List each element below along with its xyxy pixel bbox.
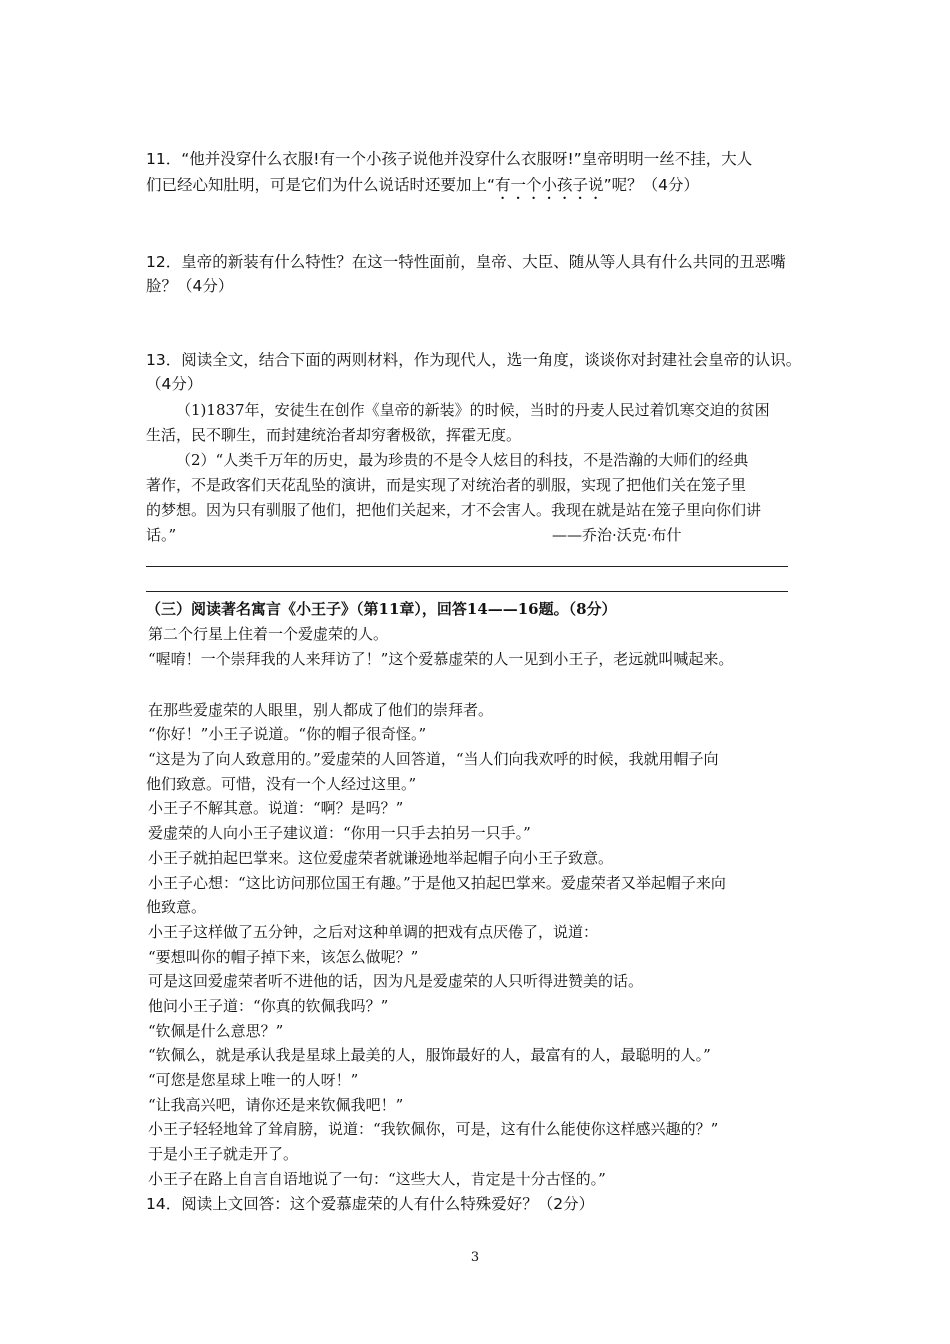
q12-line-1: 12．皇帝的新装有什么特性？在这一特性面前，皇帝、大臣、随从等人具有什么共同的丑恶嘴	[146, 253, 786, 271]
section-3-heading: （三）阅读著名寓言《小王子》（第11章），回答14——16题。（8分）	[146, 600, 617, 618]
q13-material-2-line-3: 的梦想。因为只有驯服了他们，把他们关起来，才不会害人。我现在就是站在笼子里向你们讲	[146, 501, 762, 519]
passage-line: 爱虚荣的人向小王子建议道：“你用一只手去拍另一只手。”	[148, 824, 531, 842]
q11-emphasized-phrase: 有一个小孩子说	[495, 176, 604, 194]
q13-material-1-line-2: 生活，民不聊生，而封建统治者却穷奢极欲，挥霍无度。	[146, 426, 522, 444]
passage-line: “钦佩是什么意思？”	[148, 1022, 284, 1040]
passage-line: “让我高兴吧，请你还是来钦佩我吧！”	[148, 1096, 404, 1114]
passage-line: 他们致意。可惜，没有一个人经过这里。”	[146, 775, 417, 793]
q13-material-2-line-4: 话。”	[146, 526, 177, 544]
answer-rule-2	[146, 591, 788, 592]
passage-line: “钦佩么，就是承认我是星球上最美的人，服饰最好的人，最富有的人，最聪明的人。”	[148, 1046, 711, 1064]
q14-line-1: 14．阅读上文回答：这个爱慕虚荣的人有什么特殊爱好？（2分）	[146, 1195, 595, 1213]
q12-line-2: 脸？（4分）	[146, 277, 234, 295]
passage-line: 小王子这样做了五分钟，之后对这种单调的把戏有点厌倦了，说道：	[148, 923, 599, 941]
passage-line: 小王子就拍起巴掌来。这位爱虚荣者就谦逊地举起帽子向小王子致意。	[148, 849, 614, 867]
passage-line: 于是小王子就走开了。	[148, 1145, 299, 1163]
passage-line: 第二个行星上住着一个爱虚荣的人。	[148, 625, 389, 643]
q11-line-1: 11．“他并没穿什么衣服!有一个小孩子说他并没穿什么衣服呀!”皇帝明明一丝不挂，大人	[146, 150, 753, 168]
passage-line: 小王子在路上自言自语地说了一句：“这些大人，肯定是十分古怪的。”	[148, 1170, 606, 1188]
passage-line: “喔唷！一个崇拜我的人来拜访了！”这个爱慕虚荣的人一见到小王子，老远就叫喊起来。	[148, 650, 734, 668]
passage-line: 小王子不解其意。说道：“啊？是吗？”	[148, 799, 404, 817]
q13-material-1-line-1: （1)1837年，安徒生在创作《皇帝的新装》的时候，当时的丹麦人民过着饥寒交迫的贫困	[176, 401, 770, 419]
passage-line: “要想叫你的帽子掉下来，该怎么做呢？”	[148, 948, 419, 966]
q13-line-1: 13．阅读全文，结合下面的两则材料，作为现代人，选一角度，谈谈你对封建社会皇帝的认识。	[146, 351, 802, 369]
q13-line-2: （4分）	[146, 375, 203, 393]
q13-material-2-line-2: 著作，不是政客们天花乱坠的演讲，而是实现了对统治者的驯服，实现了把他们关在笼子里	[146, 476, 747, 494]
answer-rule-1	[146, 566, 788, 567]
q11-line-2	[146, 174, 699, 203]
passage-line: “可您是您星球上唯一的人呀！”	[148, 1071, 359, 1089]
passage-line: 他致意。	[146, 898, 207, 916]
passage-line: 他问小王子道：“你真的钦佩我吗？”	[148, 997, 389, 1015]
passage-line: 可是这回爱虚荣者听不进他的话，因为凡是爱虚荣的人只听得进赞美的话。	[148, 972, 644, 990]
page-number: 3	[470, 1250, 480, 1265]
q13-material-2-line-1: （2）“人类千万年的历史，最为珍贵的不是令人炫目的科技，不是浩瀚的大师们的经典	[176, 451, 749, 469]
q11-line-2-post: ”呢？（4分）	[603, 176, 699, 194]
passage-line: 在那些爱虚荣的人眼里，别人都成了他们的崇拜者。	[148, 701, 494, 719]
passage-line: “这是为了向人致意用的。”爱虚荣的人回答道，“当人们向我欢呼的时候，我就用帽子向	[148, 750, 719, 768]
passage-line: “你好！”小王子说道。“你的帽子很奇怪。”	[148, 725, 427, 743]
q13-quote-author: ——乔治·沃克·布什	[552, 526, 682, 544]
q11-line-2-pre: 们已经心知肚明，可是它们为什么说话时还要加上“	[146, 176, 496, 194]
passage-line: 小王子心想：“这比访问那位国王有趣。”于是他又拍起巴掌来。爱虚荣者又举起帽子来向	[148, 874, 726, 892]
passage-line: 小王子轻轻地耸了耸肩膀，说道：“我钦佩你，可是，这有什么能使你这样感兴趣的？”	[148, 1120, 719, 1138]
